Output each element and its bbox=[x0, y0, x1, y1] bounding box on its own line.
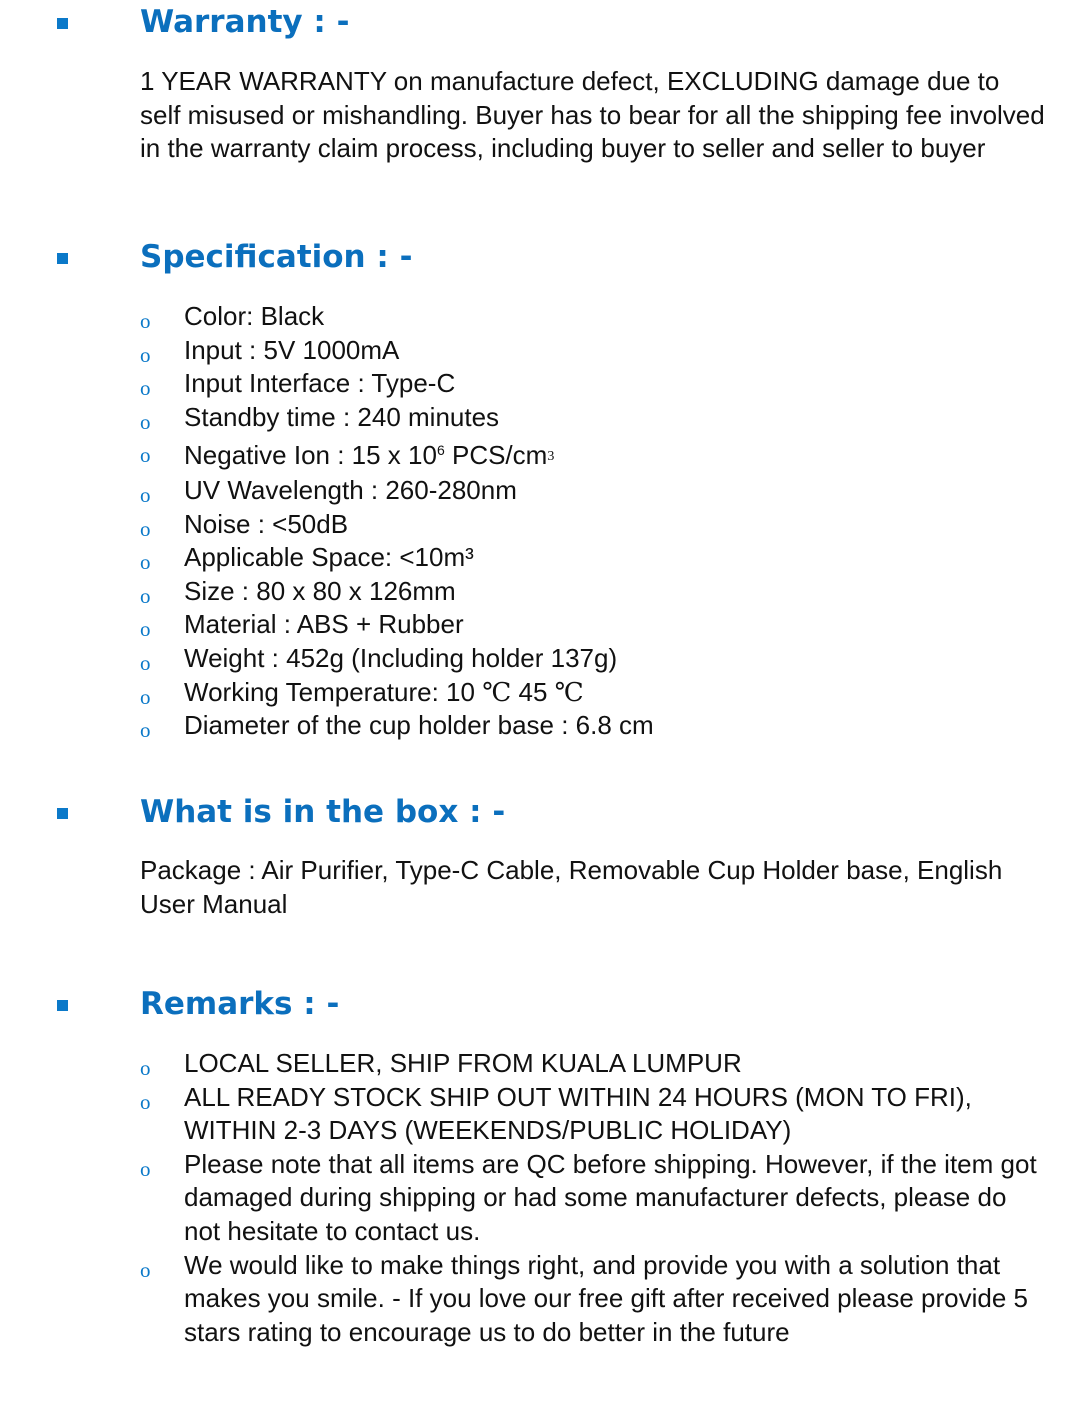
remark-item: o LOCAL SELLER, SHIP FROM KUALA LUMPUR bbox=[140, 1048, 742, 1080]
remark-item: o We would like to make things right, and provide you with a solution that makes you smile. - If you love our free gift after received please provide 5 stars rating to encourage us to do better in the future bbox=[140, 1249, 1028, 1347]
circle-bullet-icon: o bbox=[140, 309, 151, 333]
warranty-text: 1 YEAR WARRANTY on manufacture defect, EXCLUDING damage due to self misused or mishandling. Buyer has to bear for all the shipping fee involved in the warranty claim process, including buyer to seller and seller to buyer bbox=[140, 66, 1045, 164]
remark-item: o Please note that all items are QC before shipping. However, if the item got damaged during shipping or had some manufacturer defects, please do not hesitate to contact us. bbox=[140, 1148, 1037, 1246]
circle-bullet-icon: o bbox=[140, 617, 151, 642]
circle-bullet-icon: o bbox=[140, 650, 151, 675]
square-bullet-icon bbox=[57, 18, 68, 29]
circle-bullet-icon: o bbox=[140, 1257, 151, 1282]
spec-item: o Size : 80 x 80 x 126mm bbox=[140, 575, 456, 608]
box-heading: What is in the box : - bbox=[140, 794, 506, 830]
square-bullet-icon bbox=[57, 1000, 68, 1011]
remarks-list bbox=[140, 1047, 1045, 1349]
spec-item: o Material : ABS + Rubber bbox=[140, 609, 464, 642]
circle-bullet-icon: o bbox=[140, 1089, 151, 1114]
circle-bullet-icon: o bbox=[140, 516, 151, 541]
spec-item: o Diameter of the cup holder base : 6.8 cm bbox=[140, 710, 654, 743]
spec-item: o Negative Ion : 15 x $10^6$ PCS/cm3 bbox=[140, 434, 1045, 474]
spec-item: o Standby time : 240 minutes bbox=[140, 401, 500, 434]
circle-bullet-icon: o bbox=[140, 376, 151, 401]
spec-item: o Applicable Space: <10m³ bbox=[140, 542, 474, 575]
box-text: Package : Air Purifier, Type-C Cable, Removable Cup Holder base, English User Manual bbox=[140, 855, 1003, 919]
circle-bullet-icon: o bbox=[140, 550, 151, 575]
square-bullet-icon bbox=[57, 253, 68, 264]
circle-bullet-icon: o bbox=[140, 718, 151, 743]
spec-item: o Input Interface : Type-C bbox=[140, 368, 456, 401]
circle-bullet-icon: o bbox=[140, 583, 151, 608]
circle-bullet-icon: o bbox=[140, 1056, 151, 1080]
spec-item: o UV Wavelength : 260-280nm bbox=[140, 474, 517, 507]
specification-list bbox=[140, 300, 1045, 743]
square-bullet-icon bbox=[57, 808, 68, 819]
spec-item: o Input : 5V 1000mA bbox=[140, 334, 400, 367]
remarks-heading: Remarks : - bbox=[140, 986, 340, 1022]
circle-bullet-icon: o bbox=[140, 1156, 151, 1181]
circle-bullet-icon: o bbox=[140, 409, 151, 434]
circle-bullet-icon: o bbox=[140, 342, 151, 367]
circle-bullet-icon: o bbox=[140, 482, 151, 507]
circle-bullet-icon: o bbox=[140, 684, 151, 709]
warranty-heading: Warranty : - bbox=[140, 4, 350, 40]
spec-item: o Weight : 452g (Including holder 137g) bbox=[140, 642, 618, 675]
remark-item: o ALL READY STOCK SHIP OUT WITHIN 24 HOURS (MON TO FRI), WITHIN 2-3 DAYS (WEEKENDS/PUBLIC HOLIDAY) bbox=[140, 1081, 972, 1146]
spec-item: o Working Temperature: 10 ℃ 45 ℃ bbox=[140, 676, 584, 709]
specification-heading: Specification : - bbox=[140, 239, 413, 275]
spec-item: o Color: Black bbox=[140, 301, 325, 333]
circle-bullet-icon: o bbox=[140, 443, 151, 468]
spec-item: o Noise : <50dB bbox=[140, 508, 349, 541]
